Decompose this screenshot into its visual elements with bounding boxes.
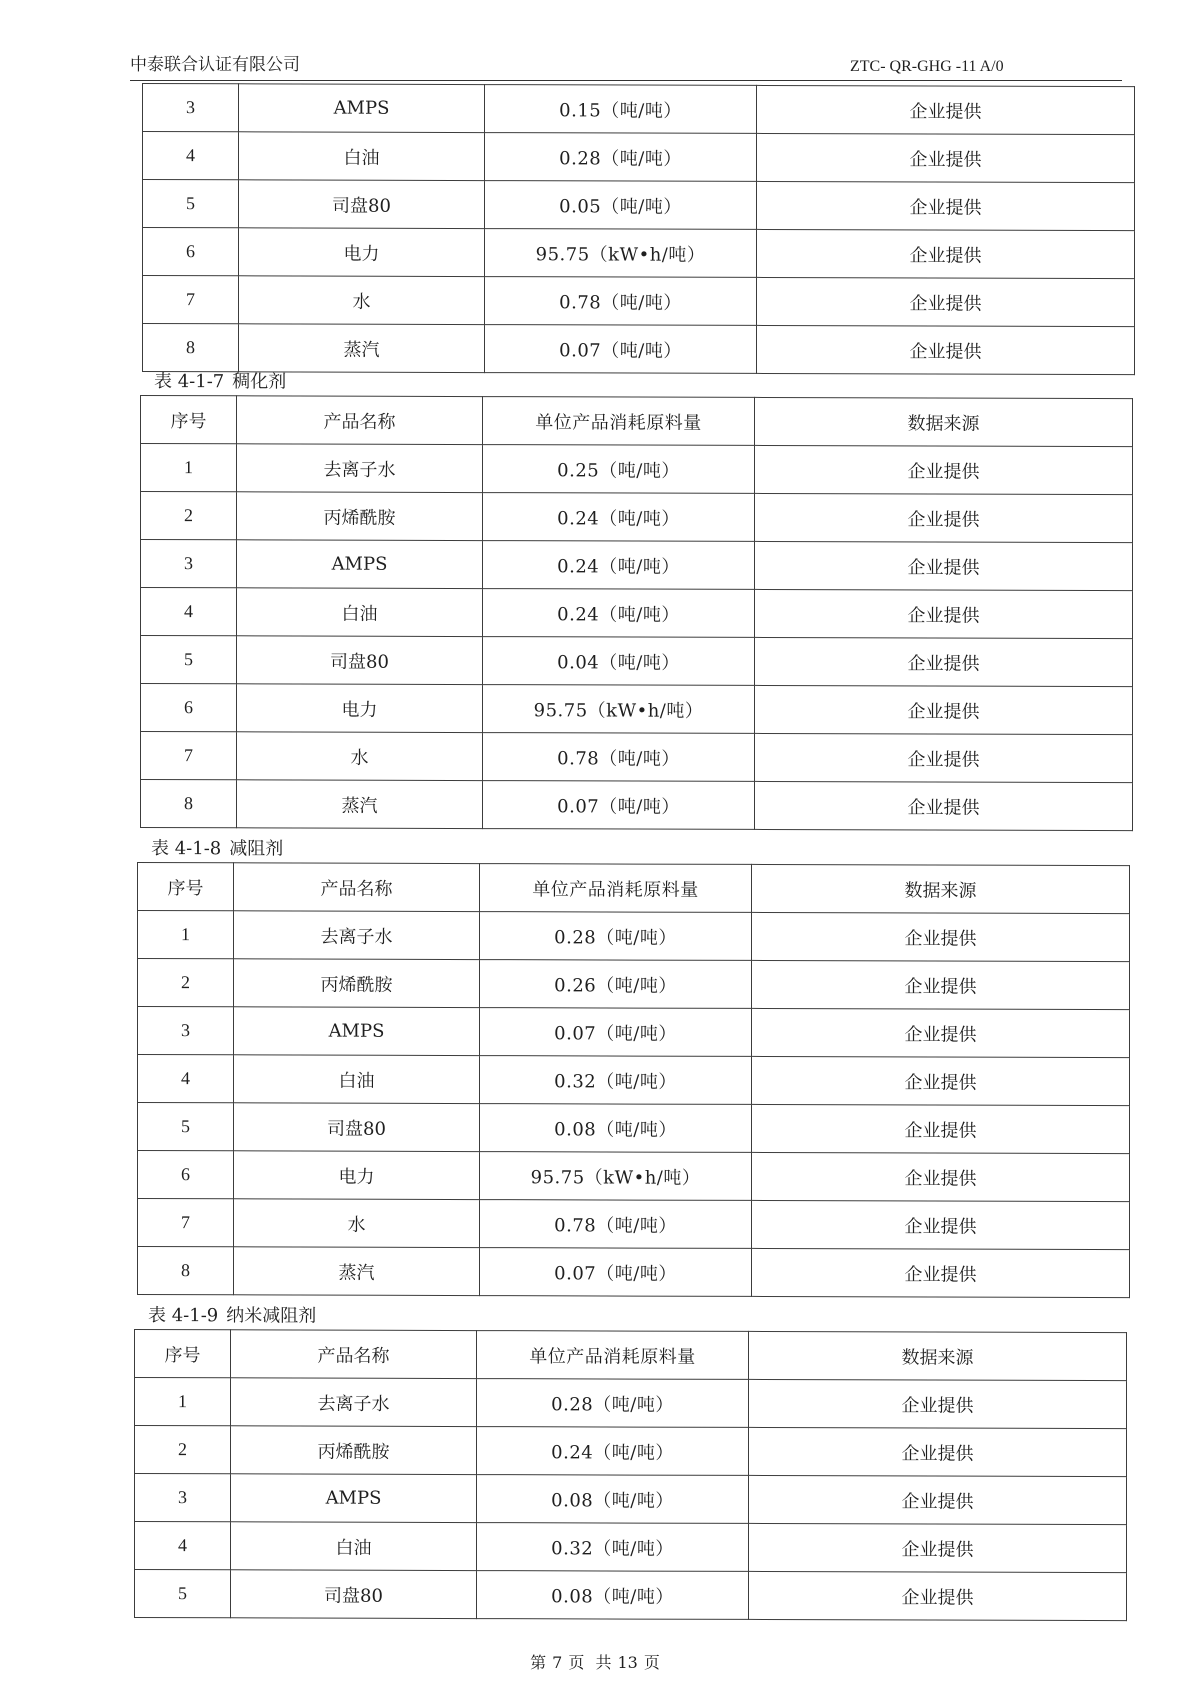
table-row <box>141 492 1133 543</box>
page-footer <box>0 1650 1190 1673</box>
table-row <box>141 444 1133 495</box>
consumption-cell: 0.25（吨/吨） <box>483 445 755 494</box>
seq-cell: 8 <box>143 324 239 372</box>
table-caption-title: 纳米减阻剂 <box>226 1305 317 1327</box>
data-source-cell: 企业提供 <box>757 181 1135 230</box>
table-row <box>143 84 1135 135</box>
consumption-cell: 95.75（kW•h/吨） <box>483 685 755 734</box>
table-caption <box>134 1301 1126 1332</box>
seq-cell: 3 <box>135 1474 231 1522</box>
table-row <box>141 636 1133 687</box>
consumption-cell: 0.04（吨/吨） <box>483 637 755 686</box>
consumption-cell: 0.78（吨/吨） <box>480 1200 752 1249</box>
seq-cell: 3 <box>143 84 239 132</box>
seq-cell: 5 <box>141 636 237 684</box>
data-source-cell: 企业提供 <box>749 1475 1127 1524</box>
product-name-cell: 司盘80 <box>237 636 483 685</box>
column-header: 单位产品消耗原料量 <box>483 397 755 446</box>
table-caption <box>140 367 1132 398</box>
seq-cell: 6 <box>141 684 237 732</box>
table-continued-section <box>142 83 1134 375</box>
table-row <box>138 1247 1130 1298</box>
product-name-cell: 司盘80 <box>239 180 485 229</box>
consumption-cell: 0.28（吨/吨） <box>480 912 752 961</box>
consumption-cell: 95.75（kW•h/吨） <box>480 1152 752 1201</box>
product-name-cell: 白油 <box>231 1522 477 1571</box>
table-row <box>141 780 1133 831</box>
table-row <box>135 1474 1127 1525</box>
seq-cell: 4 <box>143 132 239 180</box>
table-row <box>143 276 1135 327</box>
table-4-1-9-section <box>134 1301 1126 1621</box>
seq-cell: 2 <box>141 492 237 540</box>
seq-cell: 6 <box>143 228 239 276</box>
table-caption-title: 稠化剂 <box>232 371 287 393</box>
seq-cell: 2 <box>135 1426 231 1474</box>
consumption-cell: 0.08（吨/吨） <box>477 1571 749 1620</box>
company-name: 中泰联合认证有限公司 <box>130 55 300 75</box>
consumption-cell: 0.26（吨/吨） <box>480 960 752 1009</box>
data-source-cell: 企业提供 <box>749 1427 1127 1476</box>
consumption-cell: 0.24（吨/吨） <box>483 541 755 590</box>
data-source-cell: 企业提供 <box>755 445 1133 494</box>
seq-cell: 8 <box>138 1247 234 1295</box>
seq-cell: 1 <box>138 911 234 959</box>
data-source-cell: 企业提供 <box>752 1056 1130 1105</box>
data-source-cell: 企业提供 <box>755 541 1133 590</box>
table-caption-number: 表 4-1-9 <box>148 1305 219 1327</box>
product-name-cell: AMPS <box>239 84 485 133</box>
product-name-cell: 白油 <box>239 132 485 181</box>
data-source-cell: 企业提供 <box>752 1152 1130 1201</box>
seq-cell: 7 <box>141 732 237 780</box>
column-header: 产品名称 <box>231 1330 477 1379</box>
seq-cell: 4 <box>141 588 237 636</box>
consumption-cell: 0.28（吨/吨） <box>485 133 757 182</box>
consumption-cell: 0.07（吨/吨） <box>480 1248 752 1297</box>
column-header: 数据来源 <box>755 397 1133 446</box>
consumption-cell: 95.75（kW•h/吨） <box>485 229 757 278</box>
product-name-cell: 去离子水 <box>237 444 483 493</box>
data-source-cell: 企业提供 <box>752 1248 1130 1297</box>
product-name-cell: AMPS <box>231 1474 477 1523</box>
table-row <box>135 1378 1127 1429</box>
data-source-cell: 企业提供 <box>752 1200 1130 1249</box>
product-name-cell: 电力 <box>239 228 485 277</box>
seq-cell: 2 <box>138 959 234 1007</box>
consumption-cell: 0.07（吨/吨） <box>480 1008 752 1057</box>
product-name-cell: 水 <box>234 1199 480 1248</box>
data-source-cell: 企业提供 <box>749 1571 1127 1620</box>
table-caption <box>137 834 1129 865</box>
product-name-cell: 司盘80 <box>234 1103 480 1152</box>
product-name-cell: 电力 <box>237 684 483 733</box>
seq-cell: 1 <box>141 444 237 492</box>
seq-cell: 1 <box>135 1378 231 1426</box>
table-header-row <box>138 863 1130 914</box>
product-name-cell: 蒸汽 <box>239 324 485 373</box>
data-source-cell: 企业提供 <box>749 1523 1127 1572</box>
column-header: 序号 <box>138 863 234 911</box>
consumption-cell: 0.32（吨/吨） <box>477 1523 749 1572</box>
table-row <box>135 1570 1127 1621</box>
data-source-cell: 企业提供 <box>752 960 1130 1009</box>
data-source-cell: 企业提供 <box>752 1008 1130 1057</box>
consumption-cell: 0.78（吨/吨） <box>485 277 757 326</box>
product-name-cell: 白油 <box>234 1055 480 1104</box>
consumption-cell: 0.32（吨/吨） <box>480 1056 752 1105</box>
product-name-cell: AMPS <box>237 540 483 589</box>
product-name-cell: 白油 <box>237 588 483 637</box>
product-name-cell: 蒸汽 <box>234 1247 480 1296</box>
consumption-cell: 0.07（吨/吨） <box>485 325 757 374</box>
column-header: 单位产品消耗原料量 <box>480 864 752 913</box>
data-source-cell: 企业提供 <box>757 325 1135 374</box>
data-source-cell: 企业提供 <box>755 781 1133 830</box>
seq-cell: 5 <box>143 180 239 228</box>
consumption-cell: 0.07（吨/吨） <box>483 781 755 830</box>
data-source-cell: 企业提供 <box>755 493 1133 542</box>
page-prefix: 第 <box>530 1653 547 1672</box>
data-source-cell: 企业提供 <box>752 1104 1130 1153</box>
table-header-row <box>135 1330 1127 1381</box>
table-4-1-8 <box>137 862 1130 1298</box>
seq-cell: 4 <box>135 1522 231 1570</box>
product-name-cell: 去离子水 <box>231 1378 477 1427</box>
product-name-cell: 水 <box>239 276 485 325</box>
product-name-cell: 丙烯酰胺 <box>234 959 480 1008</box>
consumption-cell: 0.24（吨/吨） <box>483 589 755 638</box>
seq-cell: 4 <box>138 1055 234 1103</box>
product-name-cell: 电力 <box>234 1151 480 1200</box>
consumption-cell: 0.78（吨/吨） <box>483 733 755 782</box>
consumption-cell: 0.05（吨/吨） <box>485 181 757 230</box>
consumption-cell: 0.24（吨/吨） <box>483 493 755 542</box>
table-4-1-8-section <box>137 834 1129 1298</box>
seq-cell: 7 <box>143 276 239 324</box>
seq-cell: 5 <box>135 1570 231 1618</box>
column-header: 序号 <box>135 1330 231 1378</box>
table-row <box>141 684 1133 735</box>
table-row <box>138 959 1130 1010</box>
column-header: 数据来源 <box>749 1331 1127 1380</box>
seq-cell: 3 <box>141 540 237 588</box>
header-divider <box>130 80 1122 81</box>
consumption-cell: 0.24（吨/吨） <box>477 1427 749 1476</box>
table-row <box>138 911 1130 962</box>
table-row <box>138 1151 1130 1202</box>
data-source-cell: 企业提供 <box>755 685 1133 734</box>
product-name-cell: 水 <box>237 732 483 781</box>
column-header: 数据来源 <box>752 864 1130 913</box>
data-source-cell: 企业提供 <box>757 229 1135 278</box>
data-source-cell: 企业提供 <box>757 133 1135 182</box>
column-header: 序号 <box>141 396 237 444</box>
page-number: 7 <box>552 1653 563 1672</box>
data-source-cell: 企业提供 <box>749 1379 1127 1428</box>
product-name-cell: 蒸汽 <box>237 780 483 829</box>
table-row <box>135 1426 1127 1477</box>
column-header: 单位产品消耗原料量 <box>477 1331 749 1380</box>
table-4-1-7 <box>140 395 1133 831</box>
column-header: 产品名称 <box>234 863 480 912</box>
data-source-cell: 企业提供 <box>757 277 1135 326</box>
table-row <box>135 1522 1127 1573</box>
total-pages: 13 <box>617 1653 638 1672</box>
table-row <box>138 1055 1130 1106</box>
total-word: 共 <box>595 1653 612 1672</box>
data-source-cell: 企业提供 <box>755 637 1133 686</box>
product-name-cell: 丙烯酰胺 <box>231 1426 477 1475</box>
table-continued <box>142 83 1135 375</box>
table-row <box>143 180 1135 231</box>
consumption-cell: 0.28（吨/吨） <box>477 1379 749 1428</box>
column-header: 产品名称 <box>237 396 483 445</box>
seq-cell: 6 <box>138 1151 234 1199</box>
seq-cell: 3 <box>138 1007 234 1055</box>
data-source-cell: 企业提供 <box>752 912 1130 961</box>
data-source-cell: 企业提供 <box>757 85 1135 134</box>
product-name-cell: AMPS <box>234 1007 480 1056</box>
table-row <box>143 228 1135 279</box>
consumption-cell: 0.08（吨/吨） <box>480 1104 752 1153</box>
table-4-1-9 <box>134 1329 1127 1621</box>
page-word: 页 <box>568 1653 585 1672</box>
product-name-cell: 丙烯酰胺 <box>237 492 483 541</box>
table-row <box>138 1103 1130 1154</box>
table-row <box>143 132 1135 183</box>
table-row <box>138 1007 1130 1058</box>
table-4-1-7-section <box>140 367 1132 831</box>
data-source-cell: 企业提供 <box>755 733 1133 782</box>
table-header-row <box>141 396 1133 447</box>
table-row <box>138 1199 1130 1250</box>
product-name-cell: 去离子水 <box>234 911 480 960</box>
table-row <box>141 588 1133 639</box>
document-code: ZTC- QR-GHG -11 A/0 <box>850 58 1004 75</box>
product-name-cell: 司盘80 <box>231 1570 477 1619</box>
table-row <box>141 540 1133 591</box>
seq-cell: 7 <box>138 1199 234 1247</box>
table-caption-number: 表 4-1-7 <box>154 371 225 393</box>
total-suffix: 页 <box>643 1653 660 1672</box>
table-row <box>141 732 1133 783</box>
table-caption-number: 表 4-1-8 <box>151 838 222 860</box>
consumption-cell: 0.15（吨/吨） <box>485 85 757 134</box>
data-source-cell: 企业提供 <box>755 589 1133 638</box>
table-caption-title: 减阻剂 <box>229 838 284 860</box>
seq-cell: 5 <box>138 1103 234 1151</box>
seq-cell: 8 <box>141 780 237 828</box>
consumption-cell: 0.08（吨/吨） <box>477 1475 749 1524</box>
